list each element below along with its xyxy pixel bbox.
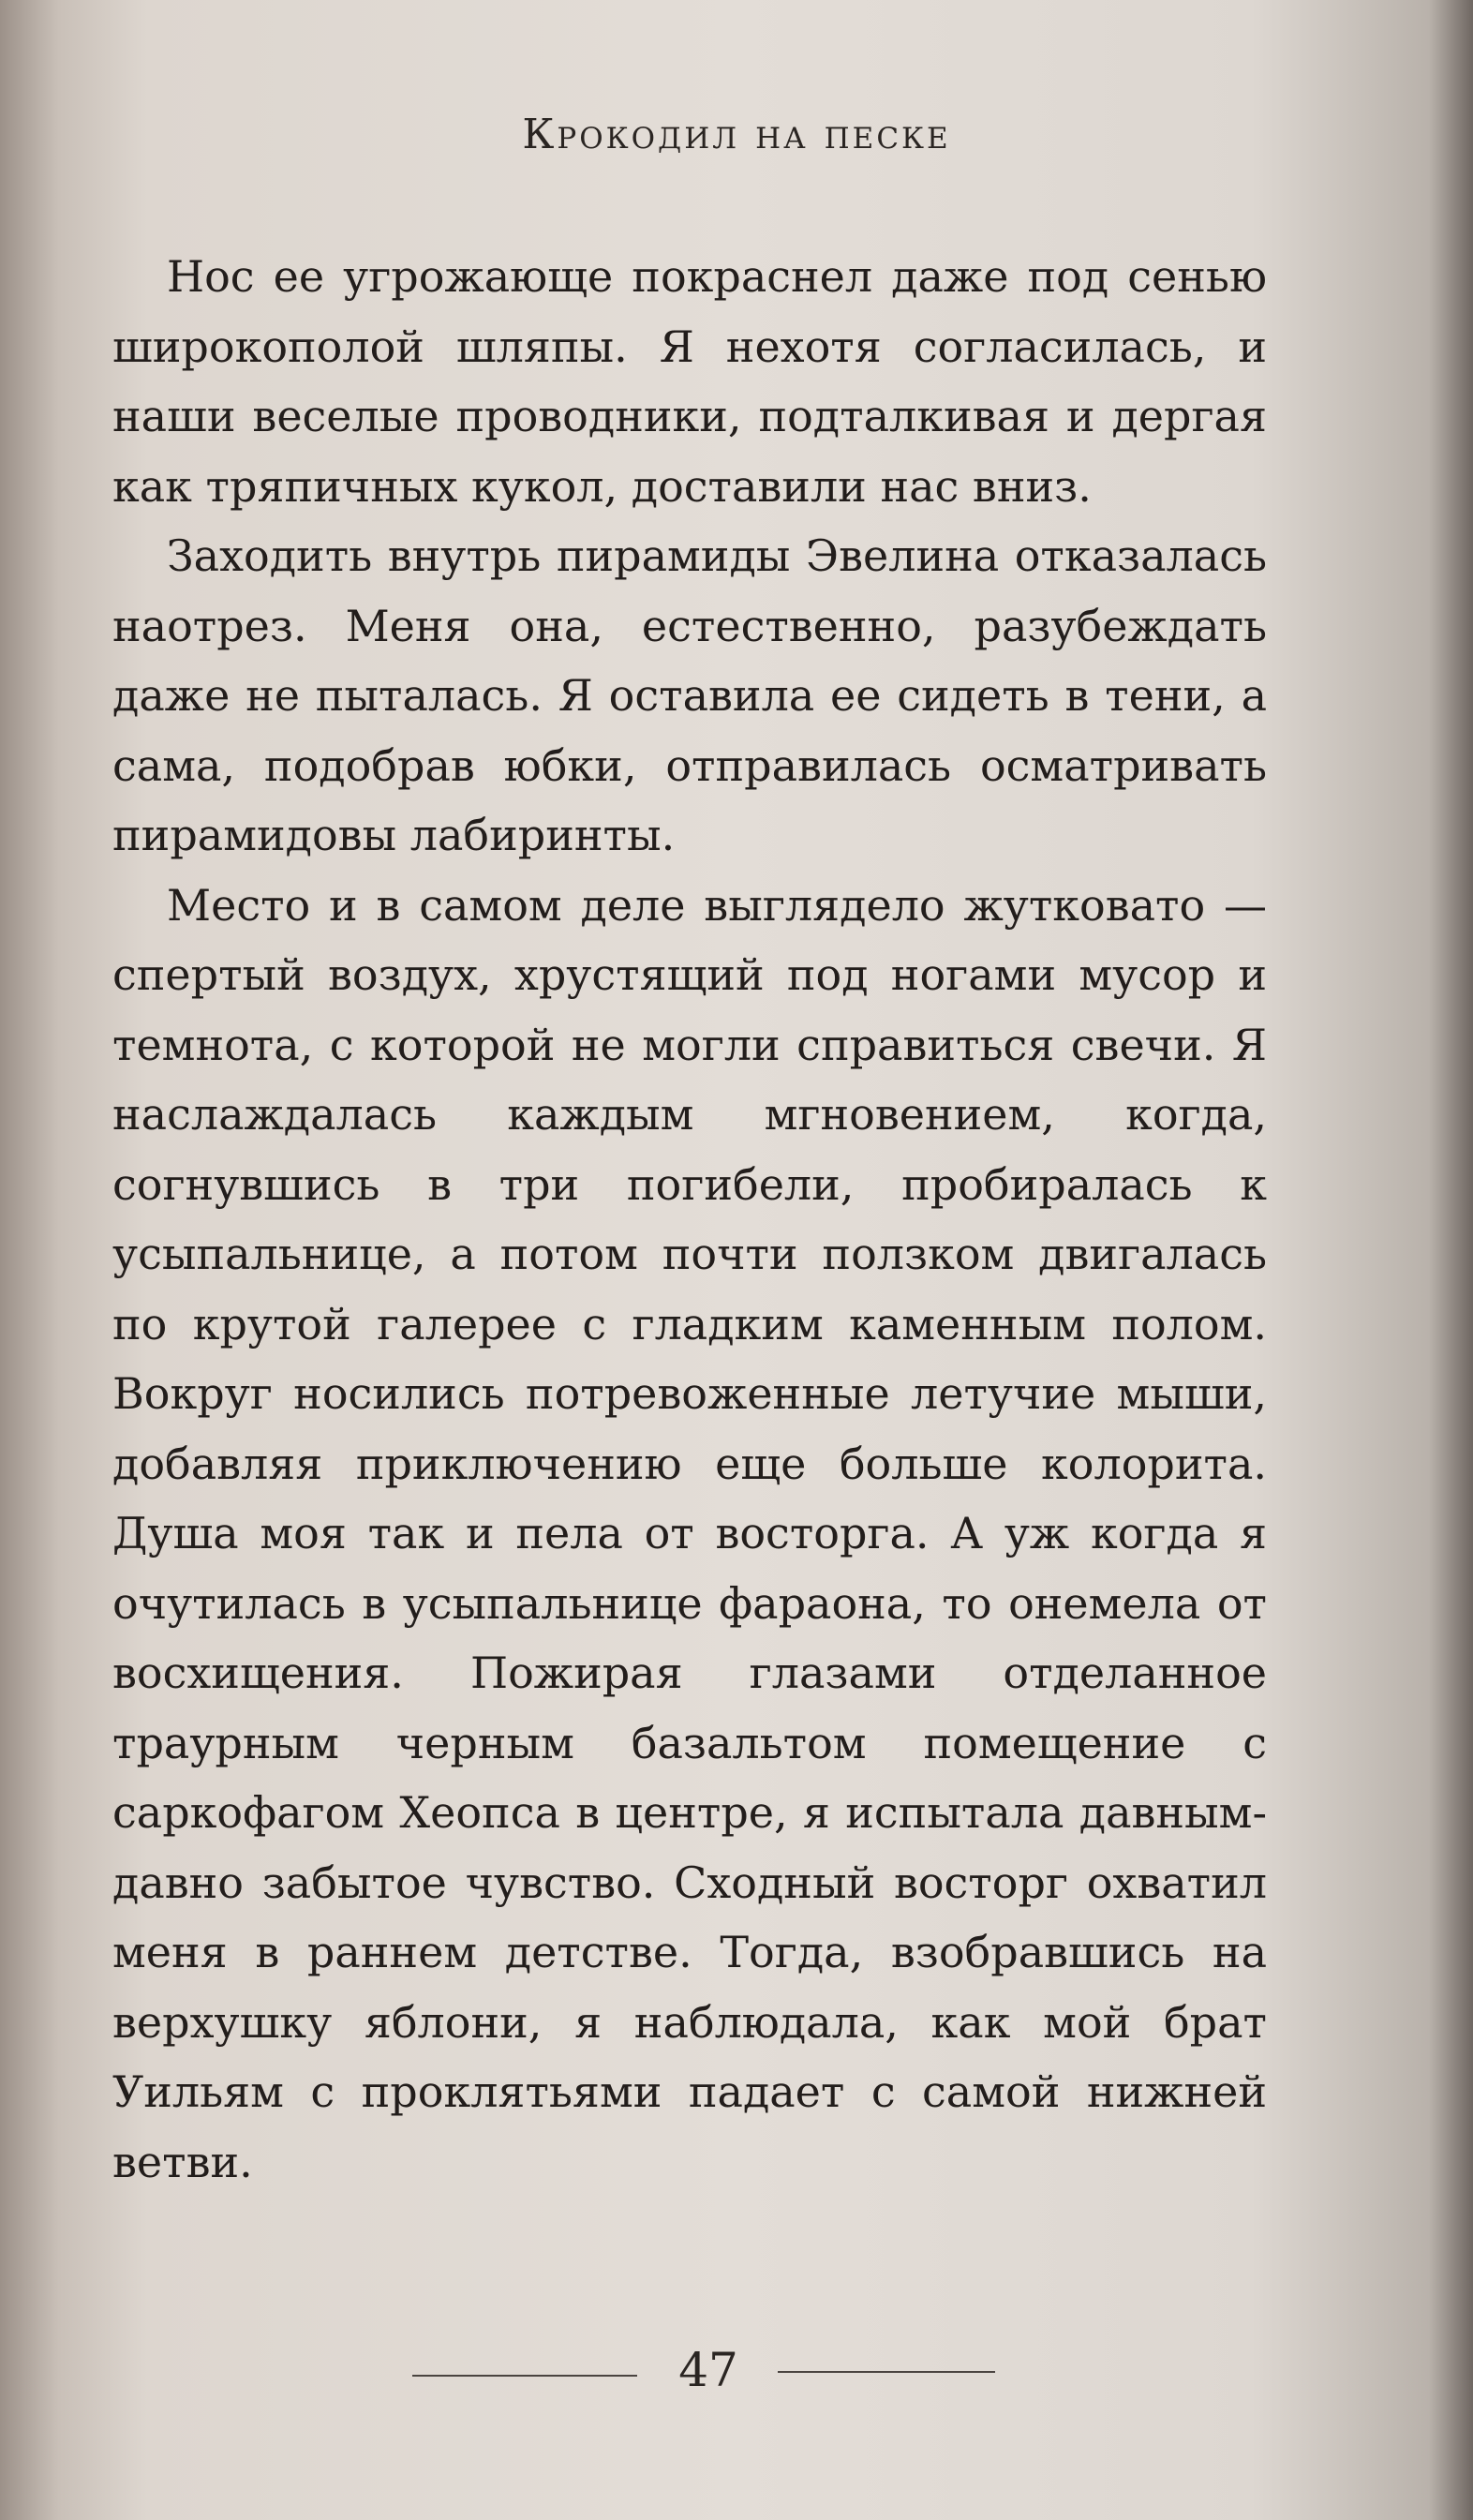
body-text [112,242,1267,2197]
page-footer [0,2343,1473,2418]
paragraph-3: Место и в самом деле выглядело жутковато — спертый воздух, хрустящий под ногами мусор и темнота, с которой не могли справиться свечи. Я наслаждалась каждым мгновением, когда, согнувшись в три погибели, пробиралась к усыпальнице, а потом почти ползком двигалась по крутой галерее с гладким каменным полом. Вокруг носились потревоженные летучие мыши, добавляя приключению еще больше колорита. Душа моя так и пела от восторга. А уж когда я очутилась в усыпальнице фараона, то онемела от восхищения. Пожирая глазами отделанное траурным черным базальтом помещение с саркофагом Хеопса в центре, я испытала давным-давно забытое чувство. Сходный восторг охватил меня в раннем детстве. Тогда, взобравшись на верхушку яблони, я наблюдала, как мой брат Уильям с проклятьями падает с самой нижней ветви. [112,879,1267,2187]
paragraph-1: Нос ее угрожающе покраснел даже под сенью широкополой шляпы. Я нехотя согласилась, и наши веселые проводники, подталкивая и дергая как тряпичных кукол, доставили нас вниз. [112,251,1267,512]
paragraph-2: Заходить внутрь пирамиды Эвелина отказалась наотрез. Меня она, естественно, разубеждать даже не пыталась. Я оставила ее сидеть в тени, а сама, подобрав юбки, отправилась осматривать пирамидовы лабиринты. [112,530,1267,860]
page-number: 47 [678,2343,738,2397]
footer-rule-left [412,2375,637,2377]
footer-rule-right [778,2371,995,2373]
running-header: Крокодил на песке [522,111,951,158]
